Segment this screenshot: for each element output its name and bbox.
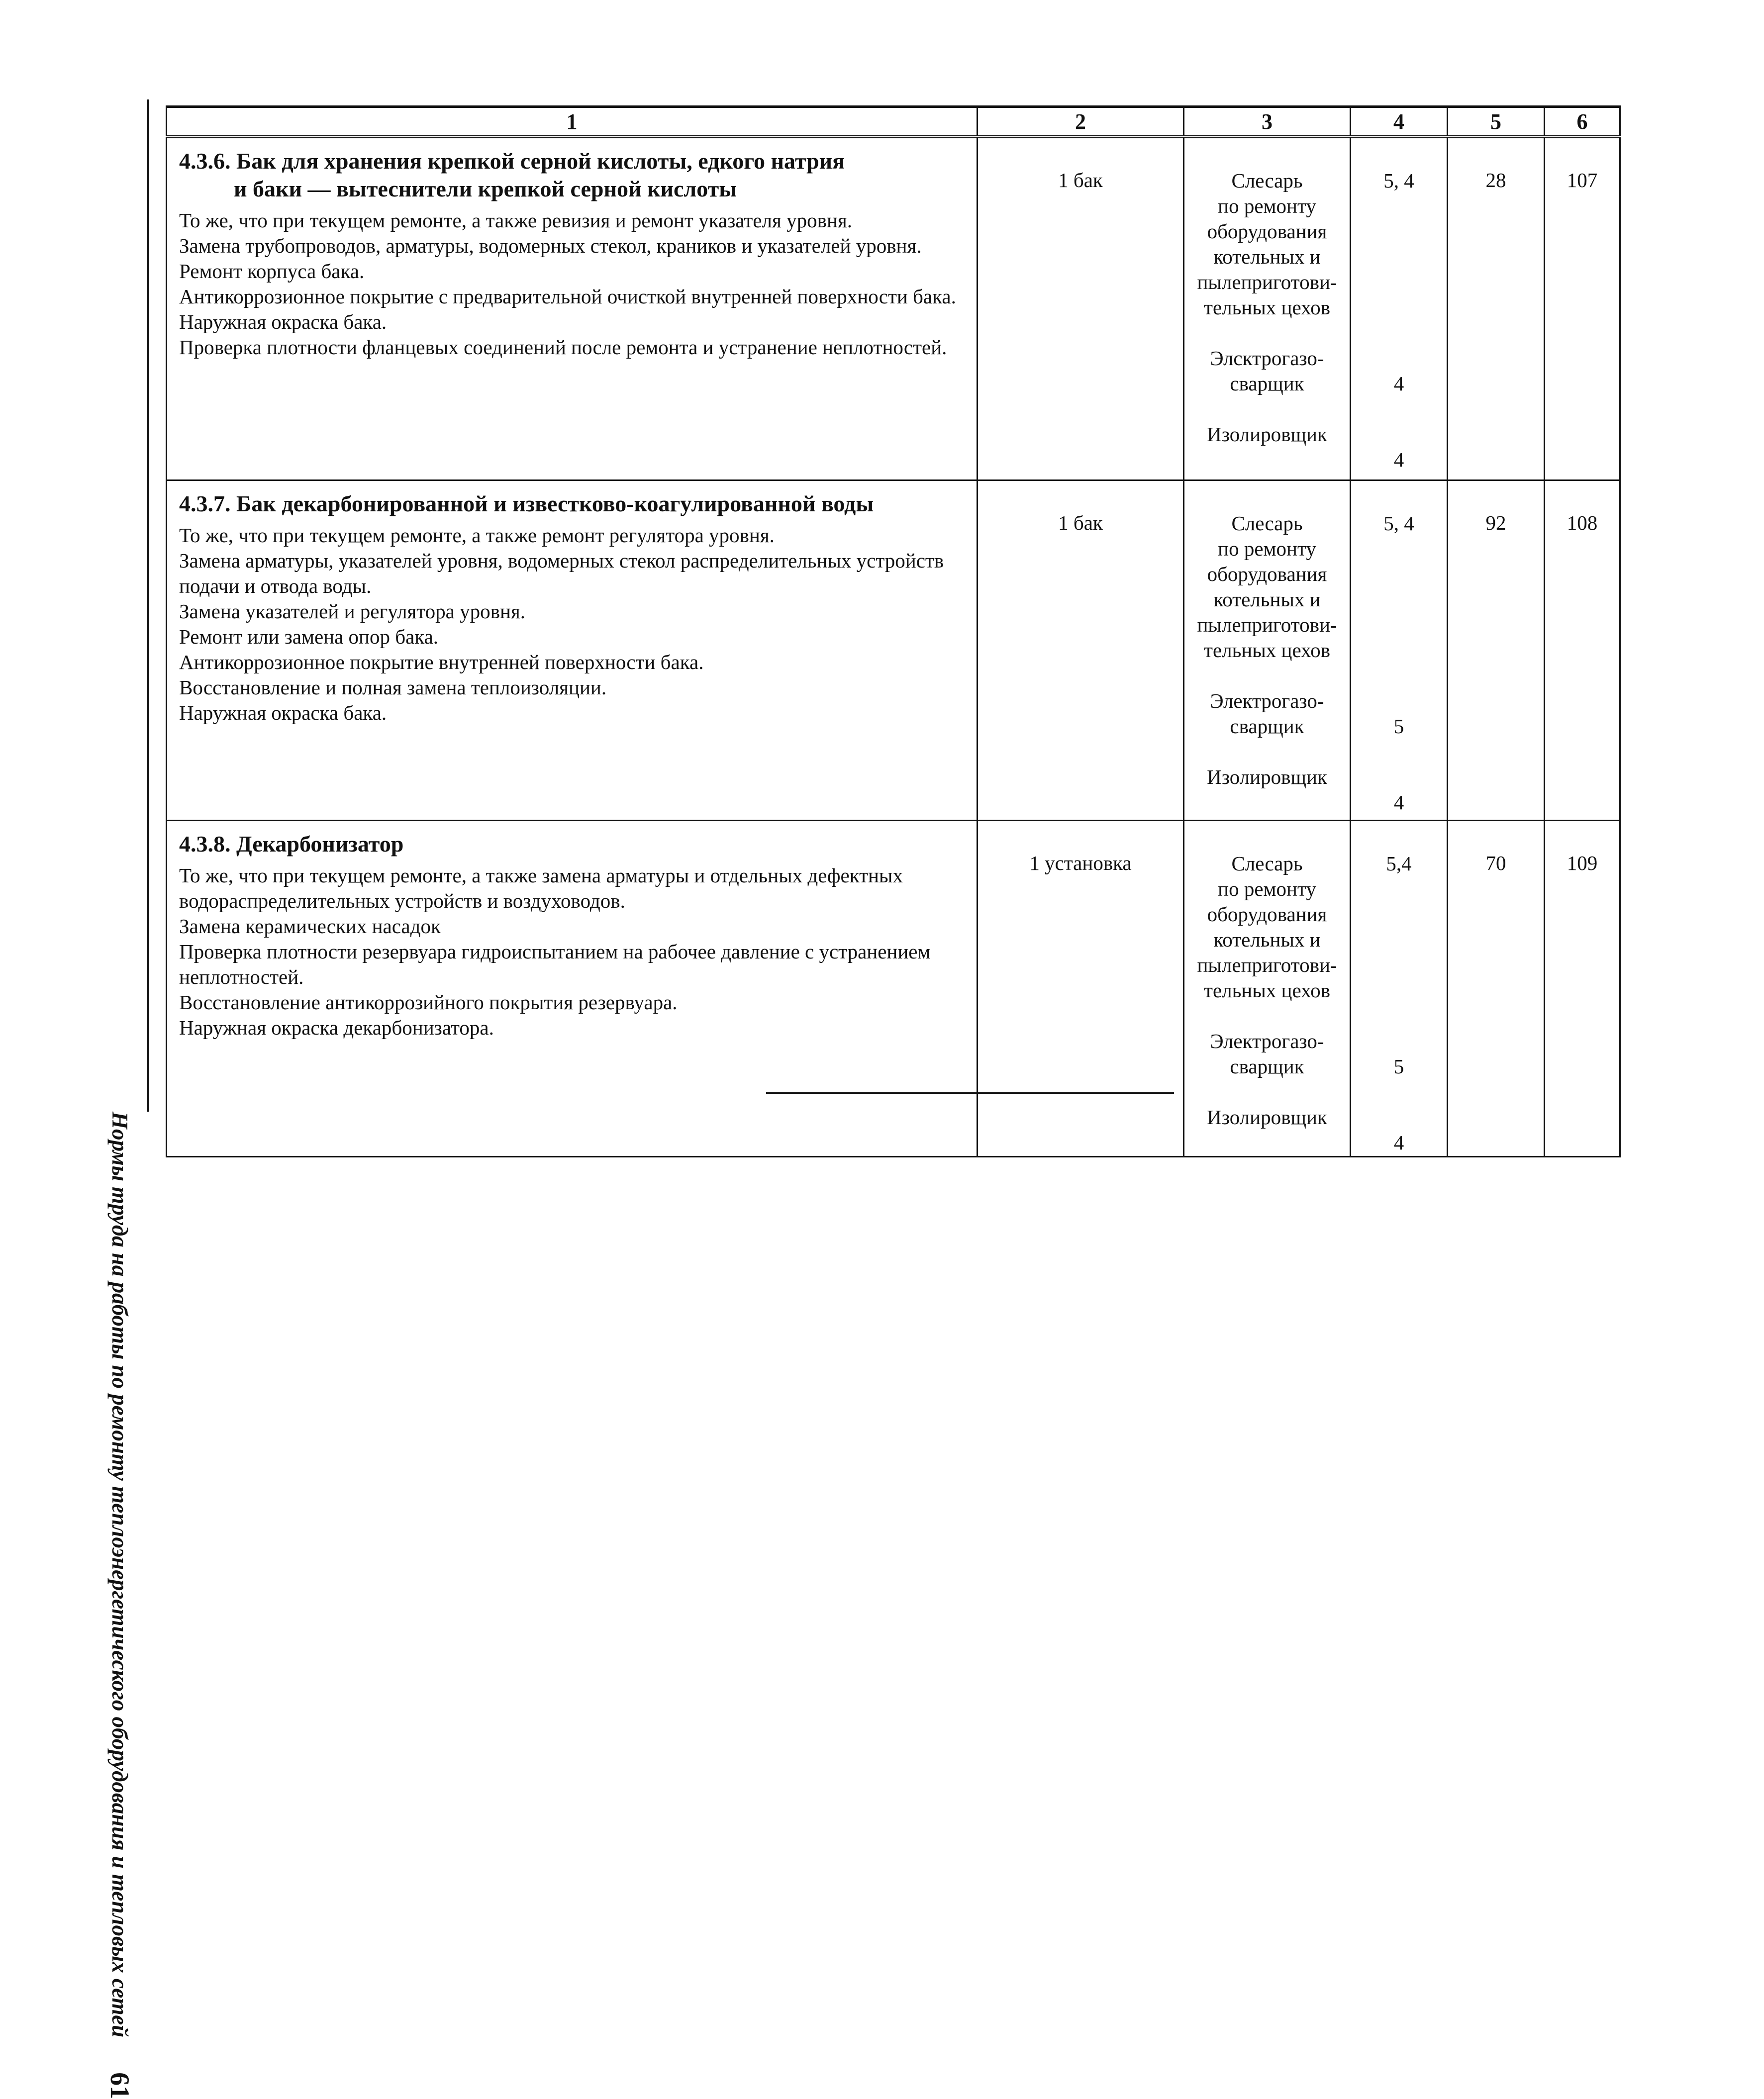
norm-cell: 70: [1448, 821, 1545, 1157]
worker-line: Слесарь: [1231, 512, 1303, 535]
worker-line: по ремонту: [1218, 537, 1316, 560]
worker-line: по ремонту: [1218, 194, 1316, 217]
operation-text: Наружная окраска бака.: [179, 310, 387, 333]
worker-line: Изолировщик: [1207, 423, 1327, 446]
grade-value: 5, 4: [1383, 512, 1414, 535]
column-header: 2: [978, 107, 1184, 137]
grade-value: 4: [1393, 791, 1404, 814]
workers-cell: [1184, 821, 1351, 1157]
worker-line: сварщик: [1230, 715, 1304, 738]
table-row: [167, 821, 1620, 1157]
grade-cell: [1351, 480, 1448, 821]
section-title: 4.3.6. Бак для хранения крепкой серной кислоты, едкого натрия и баки — вытеснители крепкой серной кислоты: [179, 148, 845, 201]
operation-text: Замена трубопроводов, арматуры, водомерных стекол, краников и указателей уровня.: [179, 234, 922, 257]
worker-line: оборудования: [1207, 220, 1327, 243]
worker-line: сварщик: [1230, 372, 1304, 395]
work-description-cell: [167, 480, 978, 821]
worker-line: Слесарь: [1231, 852, 1303, 875]
grade-value: 5, 4: [1383, 169, 1414, 192]
unit-cell: 1 установка: [978, 821, 1184, 1157]
operation-text: Наружная окраска бака.: [179, 701, 387, 724]
operation-text: Наружная окраска декарбонизатора.: [179, 1016, 494, 1039]
column-header: 6: [1545, 107, 1620, 137]
worker-line: Электрогазо-: [1210, 1030, 1324, 1052]
worker-line: Изолировщик: [1207, 765, 1327, 788]
worker-line: пылеприготови-: [1197, 613, 1337, 636]
worker-line: пылеприготови-: [1197, 954, 1337, 976]
page-number: 61: [105, 2072, 135, 2099]
operation-text: Ремонт корпуса бака.: [179, 260, 365, 283]
unit-cell: 1 бак: [978, 137, 1184, 480]
side-rule: [147, 99, 149, 1112]
operation-text: Замена керамических насадок: [179, 915, 441, 938]
column-header: 5: [1448, 107, 1545, 137]
operation-text: То же, что при текущем ремонте, а также замена арматуры и отдельных дефектных водораспределительных устройств и воздуховодов.: [179, 864, 903, 912]
operation-text: Проверка плотности фланцевых соединений после ремонта и устранение неплотностей.: [179, 336, 947, 359]
worker-line: сварщик: [1230, 1055, 1304, 1078]
worker-line: Электрогазо-: [1210, 689, 1324, 712]
operation-text: Проверка плотности резервуара гидроиспытанием на рабочее давление с устранением неплотностей.: [179, 940, 931, 988]
grade-value: 5: [1393, 1055, 1404, 1078]
rule-fragment: [766, 1092, 1174, 1094]
operation-text: Ремонт или замена опор бака.: [179, 625, 439, 648]
worker-line: тельных цехов: [1204, 979, 1330, 1002]
ref-cell: 107: [1545, 137, 1620, 480]
table-row: [167, 480, 1620, 821]
side-header: [104, 1112, 135, 2099]
grade-cell: [1351, 137, 1448, 480]
worker-line: оборудования: [1207, 563, 1327, 585]
grade-value: 4: [1393, 1131, 1404, 1154]
work-description-cell: [167, 821, 978, 1157]
column-header: 4: [1351, 107, 1448, 137]
column-header: 3: [1184, 107, 1351, 137]
running-title: Нормы труда на работы по ремонту теплоэнергетического оборудования и тепловых сетей: [107, 1112, 132, 2038]
norm-cell: 92: [1448, 480, 1545, 821]
operation-text: Восстановление антикоррозийного покрытия резервуара.: [179, 991, 678, 1014]
section-title: 4.3.8. Декарбонизатор: [179, 831, 404, 857]
workers-cell: [1184, 137, 1351, 480]
norm-cell: 28: [1448, 137, 1545, 480]
grade-value: 4: [1393, 372, 1404, 395]
worker-line: котельных и: [1213, 245, 1321, 268]
worker-line: котельных и: [1213, 928, 1321, 951]
workers-cell: [1184, 480, 1351, 821]
grade-value: 5: [1393, 715, 1404, 738]
operation-text: Замена указателей и регулятора уровня.: [179, 600, 526, 623]
operation-text: Восстановление и полная замена теплоизоляции.: [179, 676, 607, 699]
grade-value: 4: [1393, 448, 1404, 471]
worker-line: котельных и: [1213, 588, 1321, 611]
header-row: [167, 107, 1620, 137]
operation-text: Антикоррозионное покрытие с предварительной очисткой внутренней поверхности бака.: [179, 285, 956, 308]
worker-line: по ремонту: [1218, 877, 1316, 900]
operation-text: То же, что при текущем ремонте, а также ревизия и ремонт указателя уровня.: [179, 209, 853, 232]
norms-table: [166, 105, 1621, 1157]
worker-line: Элсктрогазо-: [1210, 347, 1324, 370]
worker-line: оборудования: [1207, 903, 1327, 926]
grade-value: 5,4: [1386, 852, 1412, 875]
table-row: [167, 137, 1620, 480]
operation-text: То же, что при текущем ремонте, а также ремонт регулятора уровня.: [179, 524, 775, 547]
unit-cell: 1 бак: [978, 480, 1184, 821]
ref-cell: 109: [1545, 821, 1620, 1157]
section-title: 4.3.7. Бак декарбонированной и известково-коагулированной воды: [179, 491, 874, 516]
worker-line: Изолировщик: [1207, 1106, 1327, 1129]
operation-text: Антикоррозионное покрытие внутренней поверхности бака.: [179, 651, 704, 673]
operation-text: Замена арматуры, указателей уровня, водомерных стекол распределительных устройств подачи и отвода воды.: [179, 549, 944, 597]
work-description-cell: [167, 137, 978, 480]
worker-line: тельных цехов: [1204, 639, 1330, 662]
grade-cell: [1351, 821, 1448, 1157]
worker-line: Слесарь: [1231, 169, 1303, 192]
worker-line: пылеприготови-: [1197, 271, 1337, 293]
worker-line: тельных цехов: [1204, 296, 1330, 319]
column-header: 1: [167, 107, 978, 137]
ref-cell: 108: [1545, 480, 1620, 821]
